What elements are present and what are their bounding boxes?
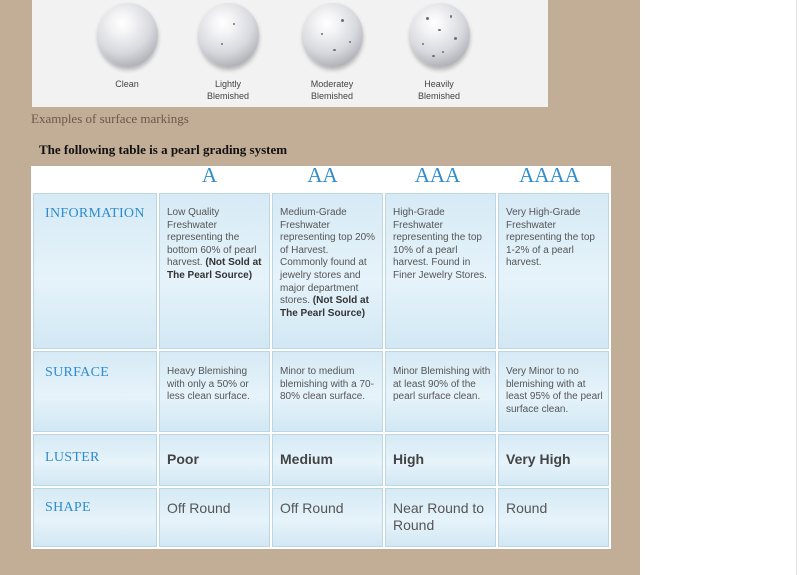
- info-cell-aaa: [393, 207, 495, 283]
- pearl-label: Lightly Blemished: [206, 79, 250, 101]
- surface-cell-aaa: Minor Blemishing with at least 90% of the pearl surface clean.: [393, 366, 491, 403]
- info-cell-aaaa: [506, 207, 606, 270]
- surface-cell-a: Heavy Blemishing with only a 50% or less clean surface.: [167, 366, 250, 403]
- table-cell: [159, 488, 270, 547]
- pearl-icon: [199, 3, 259, 67]
- luster-cell-aa: Medium: [280, 451, 333, 467]
- pearl-label: Clean: [115, 79, 139, 89]
- row-label-shape: SHAPE: [45, 500, 91, 515]
- grading-table: [31, 191, 611, 549]
- surface-markings-image: [32, 0, 548, 107]
- info-text: Very High-Grade Freshwater representing the top 1-2% of a pearl harvest.: [506, 207, 595, 269]
- grade-aaa: AAA: [414, 163, 461, 187]
- shape-cell-aaaa: Round: [506, 500, 548, 516]
- table-cell: [33, 351, 157, 432]
- grade-aa: AA: [307, 163, 338, 187]
- surface-cell-aa: Minor to medium blemishing with a 70-80% clean surface.: [280, 366, 374, 403]
- table-cell: [272, 488, 383, 547]
- pearl-icon: [303, 3, 363, 67]
- info-text: Low Quality Freshwater representing the bottom 60% of pearl harvest.: [167, 207, 257, 269]
- shape-cell-aaa: Near Round to Round: [393, 500, 485, 533]
- page-edge-divider: [796, 0, 797, 575]
- shape-cell-aa: Off Round: [280, 500, 344, 516]
- luster-cell-aaaa: Very High: [506, 451, 571, 467]
- shape-cell-a: Off Round: [167, 500, 231, 516]
- row-label-luster: LUSTER: [45, 450, 100, 465]
- info-text: Medium-Grade Freshwater representing top 20% of Harvest. Commonly found at jewelry stores and major department stores.: [280, 207, 376, 307]
- grade-header-row: [31, 163, 611, 191]
- grade-a: A: [201, 163, 218, 187]
- surface-cell-aaaa: Very Minor to no blemishing with at least 95% of the pearl surface clean.: [506, 366, 603, 415]
- info-text: High-Grade Freshwater representing the top 10% of a pearl harvest. Found in Finer Jewelry Stores.: [393, 207, 487, 281]
- availability-note: (Not Sold at The Pearl Source): [280, 295, 369, 319]
- pearl-label: Moderatey Blemished: [310, 79, 354, 101]
- grade-aaaa: AAAA: [519, 163, 580, 187]
- info-cell-aa: [280, 207, 376, 320]
- row-label-information: INFORMATION: [45, 206, 145, 221]
- row-label-surface: SURFACE: [45, 365, 110, 380]
- pearl-icon: [410, 3, 470, 67]
- table-cell: [498, 488, 609, 547]
- table-title: The following table is a pearl grading system: [39, 142, 288, 157]
- image-caption: Examples of surface markings: [31, 111, 189, 126]
- table-cell: [33, 488, 157, 547]
- availability-note: (Not Sold at The Pearl Source): [167, 257, 262, 281]
- info-cell-a: [167, 207, 263, 283]
- luster-cell-a: Poor: [167, 451, 199, 467]
- luster-cell-aaa: High: [393, 451, 425, 467]
- pearl-icon: [98, 3, 158, 67]
- pearl-label: Heavily Blemished: [417, 79, 461, 101]
